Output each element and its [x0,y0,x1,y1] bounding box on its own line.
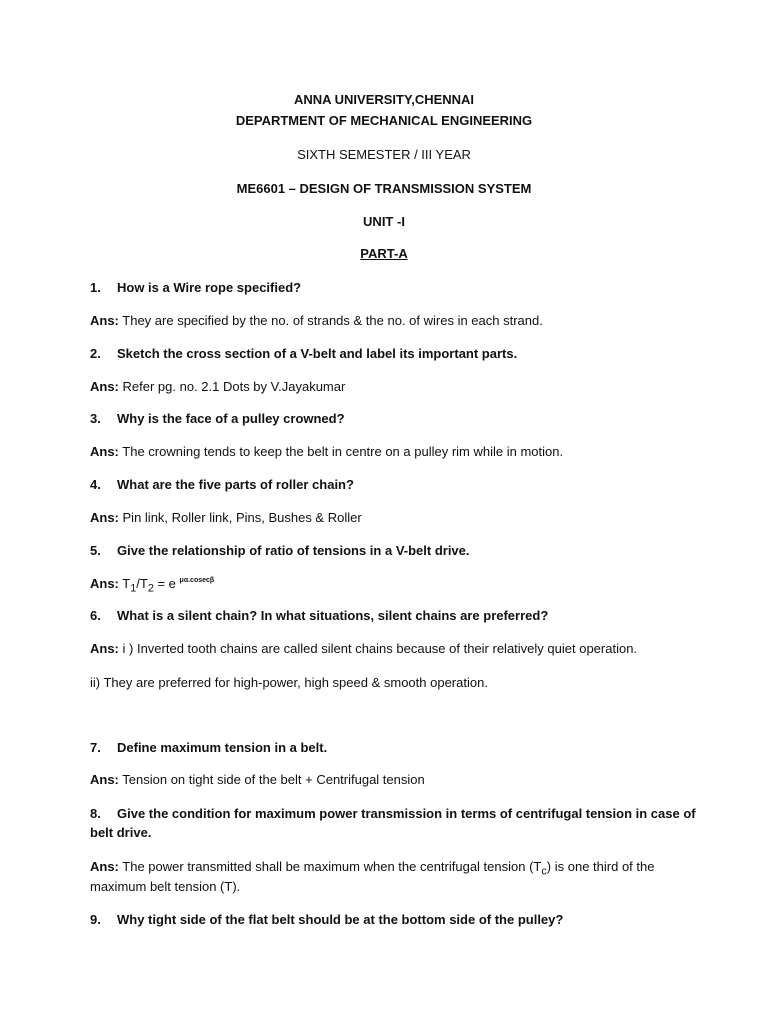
question-text: Why tight side of the flat belt should be at the bottom side of the pulley? [117,912,564,927]
question-4 [90,475,690,494]
unit-heading: UNIT -I [363,214,405,229]
question-8 [90,804,696,823]
part-heading: PART-A [360,246,408,261]
answer-4 [90,508,690,527]
question-8-continued: belt drive. [90,825,152,840]
question-9 [90,910,690,929]
semester-line: SIXTH SEMESTER / III YEAR [297,147,471,162]
question-text: Give the relationship of ratio of tensions in a V-belt drive. [117,543,470,558]
question-text: Sketch the cross section of a V-belt and label its important parts. [117,346,518,361]
question-text: What are the five parts of roller chain? [117,477,354,492]
course-title: ME6601 – DESIGN OF TRANSMISSION SYSTEM [236,181,532,196]
answer-label: Ans: [90,772,119,787]
answer-text: The crowning tends to keep the belt in centre on a pulley rim while in motion. [122,444,564,459]
university-name: ANNA UNIVERSITY,CHENNAI [293,92,475,107]
question-3 [90,409,690,428]
answer-label: Ans: [90,444,119,459]
question-number: 7. [90,740,101,755]
formula-sub-1: 1 [130,582,137,595]
question-text: What is a silent chain? In what situations, silent chains are preferred? [117,608,549,623]
question-6 [90,606,690,625]
question-2 [90,344,690,363]
question-number: 4. [90,477,101,492]
question-number: 8. [90,806,101,821]
question-1 [90,278,690,297]
answer-label: Ans: [90,859,119,874]
question-number: 2. [90,346,101,361]
answer-label: Ans: [90,313,119,328]
answer-text-end: ) is one third of the [546,859,655,874]
answer-2 [90,377,690,396]
answer-1 [90,311,690,330]
answer-5 [90,574,690,593]
question-number: 3. [90,411,101,426]
answer-text: Tension on tight side of the belt + Centrifugal tension [122,772,425,787]
formula-sub-2: 2 [147,582,154,595]
answer-text: i ) Inverted tooth chains are called silent chains because of their relatively quiet operation. [122,641,638,656]
department-name: DEPARTMENT OF MECHANICAL ENGINEERING [235,113,533,128]
question-7 [90,738,690,757]
answer-label: Ans: [90,510,119,525]
question-5 [90,541,690,560]
answer-label: Ans: [90,576,119,591]
formula-t2: /T [136,576,148,591]
answer-7 [90,770,690,789]
formula-exponent: μα.cosecβ [179,577,215,584]
answer-text: They are specified by the no. of strands & the no. of wires in each strand. [122,313,543,328]
question-text: How is a Wire rope specified? [117,280,302,295]
question-number: 5. [90,543,101,558]
tension-ratio-formula [122,576,215,595]
answer-text: Refer pg. no. 2.1 Dots by V.Jayakumar [122,379,346,394]
answer-6 [90,639,690,658]
question-number: 1. [90,280,101,295]
question-text: Why is the face of a pulley crowned? [117,411,345,426]
question-text: Define maximum tension in a belt. [117,740,328,755]
answer-text: The power transmitted shall be maximum when the centrifugal tension (T [122,859,542,874]
question-number: 9. [90,912,101,927]
answer-8-continued: maximum belt tension (T). [90,879,241,894]
answer-8 [90,857,690,876]
answer-3 [90,442,690,461]
question-text: Give the condition for maximum power transmission in terms of centrifugal tension in case of [117,806,696,821]
answer-6-continued: ii) They are preferred for high-power, high speed & smooth operation. [90,675,488,690]
formula-equals: = e [153,576,180,591]
answer-subscript: c [541,865,547,878]
question-number: 6. [90,608,101,623]
formula-t1: T [122,576,131,591]
answer-label: Ans: [90,379,119,394]
answer-text: Pin link, Roller link, Pins, Bushes & Roller [122,510,362,525]
answer-label: Ans: [90,641,119,656]
